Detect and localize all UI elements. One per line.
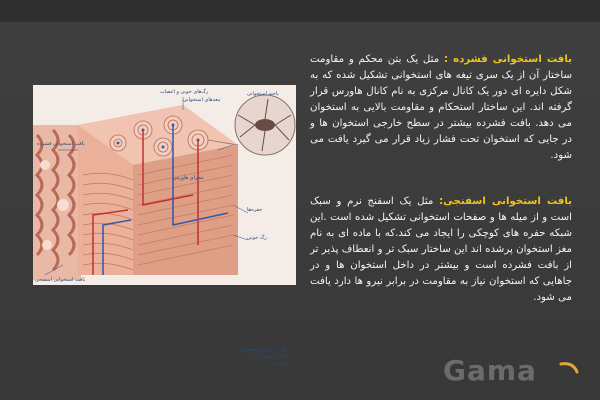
label-haversian-canal: مجرای هاورس — [173, 175, 204, 181]
gama-logo-text: Gama — [443, 354, 537, 387]
bone-structure-illustration — [33, 85, 296, 367]
top-band — [0, 0, 600, 22]
label-compact-bone: بافت استخوانی فشرده — [37, 141, 85, 147]
label-lacunae: حفره‌ها — [247, 207, 263, 213]
figure-caption: شکل ۳- ساختار بخشی از تنه یک استخوان دراز و اجزای آن — [238, 347, 291, 367]
spongy-bone-heading: بافت استخوانی اسفنجی: — [439, 196, 572, 207]
label-spongy-bone: بافت استخوانی اسفنجی — [35, 277, 86, 283]
bone-diagram-svg — [33, 85, 296, 285]
label-vessels-nerves: رگ‌های خونی و اعصاب — [160, 89, 209, 95]
compact-bone-heading: بافت استخوانی فشرده : — [443, 54, 572, 65]
compact-bone-drawing — [78, 105, 238, 275]
label-osteocyte: یاخته استخوانی — [247, 91, 279, 97]
compact-bone-paragraph — [310, 52, 572, 164]
spongy-bone-body: مثل یک اسفنج نرم و سبک است و از میله ها و صفحات استخوانی تشکیل شده است .این شبکه حفره های کوچکی را ایجاد می کند.که با ماده ای به نام مغز استخوان پرشده اند این ساختار سبک تر و انعطاف پذیر تر از بافت فشرده است و بیشتر در داخل استخوان ها و در جاهایی که استخوان نیاز به مقاومت در برابر نیرو ها دارد یافت می شود. — [310, 196, 572, 303]
label-lamellae: تیغه‌های استخوانی — [183, 97, 221, 103]
compact-bone-body: مثل یک بتن محکم و مقاومت ساختار آن از یک سری تیغه های استخوانی تشکیل شده که به شکل دایره ای دور یک کانال مرکزی به نام کانال هاورس قرار گرفته اند. این ساختار استحکام و مقاومت بالایی به استخوان می دهد. بافت فشرده بیشتر در سطح خارجی استخوان ها و در جایی که استخوان تحت فشار زیاد قرار می گیرد یافت می شود. — [310, 54, 572, 161]
label-blood-vessel: رگ خونی — [247, 235, 267, 241]
gama-logo-accent-icon — [443, 354, 583, 388]
spongy-bone-drawing — [33, 125, 81, 280]
gama-logo — [443, 354, 583, 388]
spongy-bone-paragraph — [310, 194, 572, 306]
